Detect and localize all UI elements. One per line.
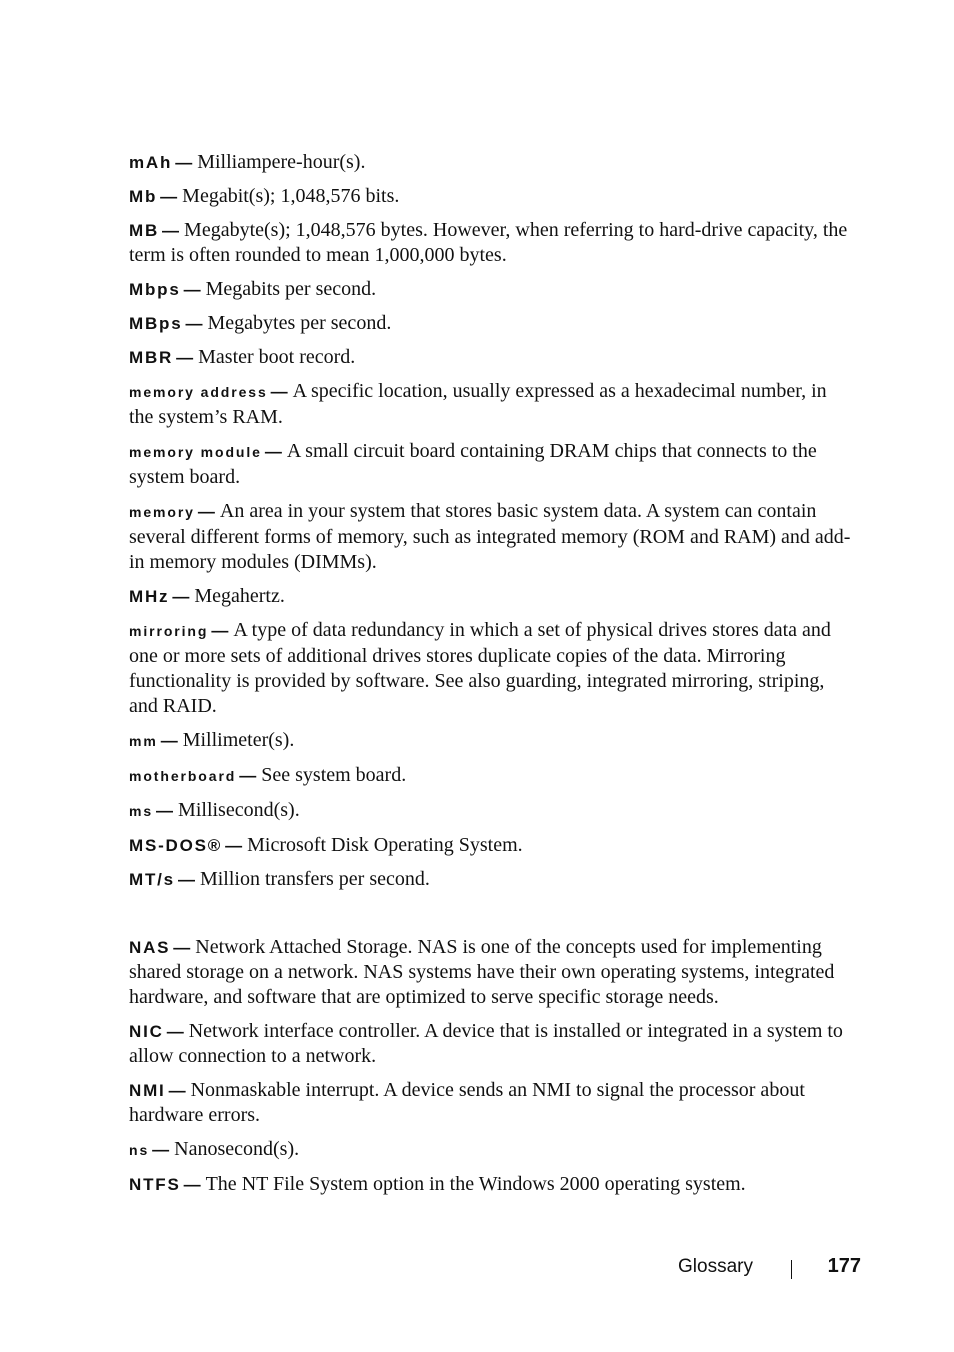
entry-term: motherboard [129,768,237,784]
em-dash: — [211,621,229,640]
em-dash: — [162,221,180,240]
em-dash: — [239,766,257,785]
entry-definition: The NT File System option in the Windows 2000 operating system. [205,1173,746,1195]
glossary-entry-memory [129,499,853,575]
glossary-entry-mirroring [129,618,853,719]
entry-term: NAS [129,938,171,957]
glossary-entry-motherboard [129,763,853,789]
entry-definition: Megabytes per second. [207,312,392,334]
entry-term: memory [129,504,195,520]
glossary-entry-memory-module [129,439,853,490]
entry-term: memory module [129,444,262,460]
entry-definition: Network Attached Storage. NAS is one of the concepts used for implementing shared storage on a network. NAS systems have their own operating systems, integrated hardware, and software that are optimized to serve specific storage needs. [129,936,835,1008]
page-number: 177 [827,1255,861,1277]
glossary-entry-mbytes-ps [129,311,853,336]
em-dash: — [160,731,178,750]
entry-definition: Millisecond(s). [178,799,300,821]
entry-term: MBps [129,314,183,333]
em-dash: — [172,587,190,606]
glossary-entry-nmi [129,1078,853,1128]
glossary-entry-mb-byte [129,218,853,268]
entry-term: Mbps [129,280,181,299]
entry-term: ms [129,803,154,819]
glossary-entry-mb-bit [129,184,853,209]
entry-term: NMI [129,1081,166,1100]
em-dash: — [175,153,193,172]
glossary-entry-nic [129,1019,853,1069]
entry-definition: Nonmaskable interrupt. A device sends an NMI to signal the processor about hardware errors. [129,1079,805,1126]
em-dash: — [177,870,195,889]
glossary-entry-memory-address [129,379,853,430]
entry-definition: Megabits per second. [205,278,377,300]
em-dash: — [156,801,174,820]
em-dash: — [160,187,178,206]
em-dash: — [166,1022,184,1041]
entry-definition: Microsoft Disk Operating System. [247,834,523,856]
em-dash: — [152,1140,170,1159]
em-dash: — [168,1081,186,1100]
glossary-entry-mbr [129,345,853,370]
em-dash: — [197,502,215,521]
entry-term: mm [129,733,158,749]
entry-definition: Millimeter(s). [182,729,295,751]
footer-divider [791,1260,792,1279]
em-dash: — [225,836,243,855]
entry-definition: Million transfers per second. [199,868,430,890]
glossary-entry-mt-s [129,867,853,892]
glossary-entry-ms [129,798,853,824]
entry-definition: Network interface controller. A device that is installed or integrated in a system to allow connection to a network. [129,1020,843,1067]
entry-term: MB [129,221,160,240]
em-dash: — [183,1175,201,1194]
em-dash: — [176,348,194,367]
em-dash: — [264,442,282,461]
entry-term: MHz [129,587,170,606]
glossary-entry-mhz [129,584,853,609]
glossary-list [129,150,853,1206]
em-dash: — [270,382,288,401]
page-footer [0,1254,954,1282]
entry-term: memory address [129,384,268,400]
em-dash: — [183,280,201,299]
entry-term: mirroring [129,623,209,639]
entry-definition: Master boot record. [198,346,356,368]
entry-definition: An area in your system that stores basic system data. A system can contain several different forms of memory, such as integrated memory (ROM and RAM) and add-in memory modules (DIMMs). [129,500,851,573]
entry-definition: Megabit(s); 1,048,576 bits. [182,185,400,207]
glossary-entry-nas [129,935,853,1010]
entry-definition: See system board. [261,764,407,786]
glossary-entry-mah [129,150,853,175]
glossary-entry-ntfs [129,1172,853,1197]
glossary-entry-mm [129,728,853,754]
entry-definition: Megabyte(s); 1,048,576 bytes. However, when referring to hard-drive capacity, the term is often rounded to mean 1,000,000 bytes. [129,219,848,266]
entry-term: NTFS [129,1175,181,1194]
entry-term: mAh [129,153,173,172]
glossary-entry-mbps [129,277,853,302]
entry-definition: Nanosecond(s). [174,1138,300,1160]
entry-term: ns [129,1142,150,1158]
glossary-entry-ms-dos [129,833,853,858]
entry-definition: Megahertz. [194,585,285,607]
entry-definition: Milliampere-hour(s). [197,151,366,173]
entry-term: MS-DOS® [129,836,223,855]
entry-definition: A type of data redundancy in which a set of physical drives stores data and one or more sets of additional drives stores duplicate copies of the data. Mirroring functionality is provided by software. See also guarding, integrated mirroring, striping, and RAID. [129,619,831,717]
entry-term: NIC [129,1022,164,1041]
entry-term: MT/s [129,870,175,889]
em-dash: — [173,938,191,957]
entry-term: Mb [129,187,158,206]
entry-definition: A small circuit board containing DRAM chips that connects to the system board. [129,440,817,488]
entry-definition: A specific location, usually expressed as a hexadecimal number, in the system’s RAM. [129,380,827,428]
glossary-entry-ns [129,1137,853,1163]
footer-section-title: Glossary [678,1256,753,1277]
em-dash: — [185,314,203,333]
entry-term: MBR [129,348,174,367]
